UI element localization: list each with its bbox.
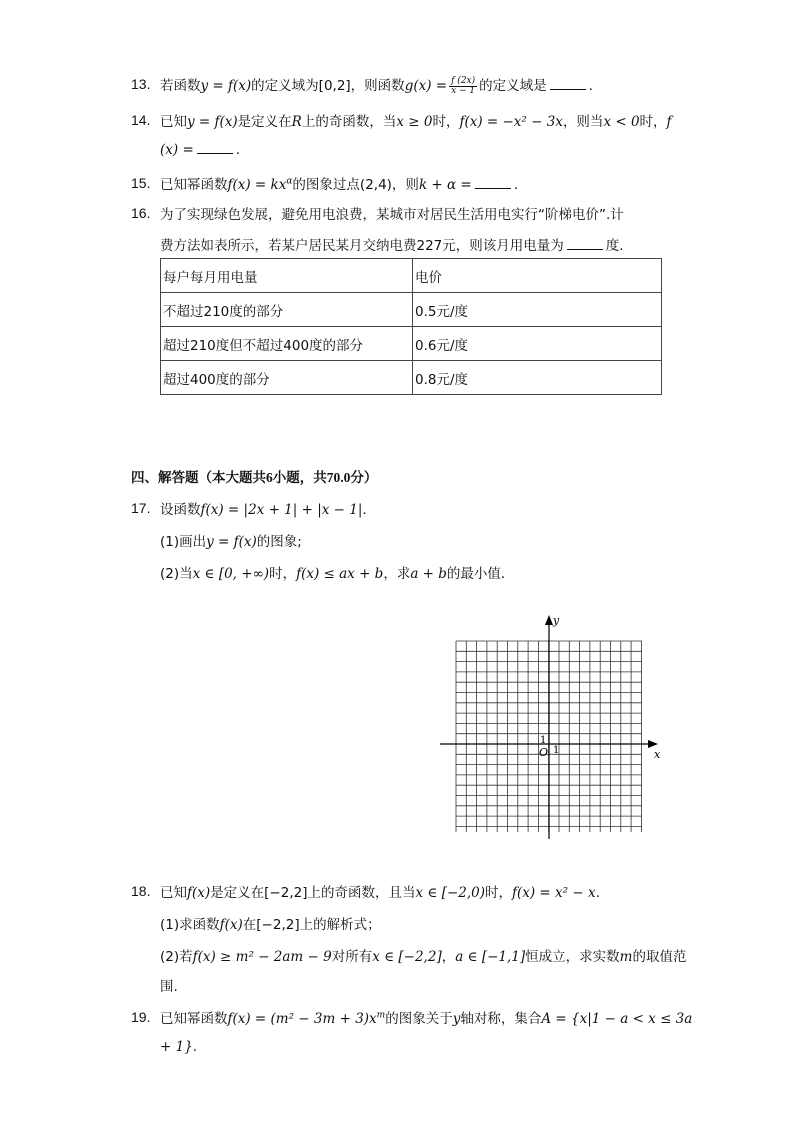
question-number: 15. <box>131 175 151 191</box>
table-cell: 0.5元/度 <box>413 293 662 327</box>
question-text: 为了实现绿色发展，避免用电浪费，某城市对居民生活用电实行“阶梯电价”.计 <box>160 207 624 223</box>
answer-blank <box>550 77 586 90</box>
price-table <box>160 258 662 395</box>
y-axis-arrow <box>545 615 553 625</box>
fraction: $\frac{f (2x)}{x - 1}$ <box>451 75 476 96</box>
table-header: 电价 <box>413 259 662 293</box>
question-text: 已知y = f(x)是定义在R上的奇函数，当x ≥ 0时，f(x) = −x² − 3x，则当x < 0时，f <box>160 114 672 130</box>
question-text: 设函数f(x) = |2x + 1| + |x − 1|. <box>160 502 367 518</box>
sub-question-2: (2)若f(x) ≥ m² − 2am − 9对所有x ∈ [−2,2]，a ∈ [−1,1]恒成立，求实数m的取值范 <box>160 949 687 965</box>
table-cell: 不超过210度的部分 <box>161 293 413 327</box>
y-axis-label: y <box>553 614 560 627</box>
table-row <box>161 361 662 395</box>
answer-blank <box>567 237 603 250</box>
question-number: 14. <box>131 112 151 128</box>
sub-question-1: (1)画出y = f(x)的图象; <box>160 534 302 550</box>
table-cell: 0.6元/度 <box>413 327 662 361</box>
question-number: 17. <box>131 500 151 516</box>
section-heading: 四、解答题（本大题共6小题，共70.0分） <box>131 470 378 486</box>
table-cell: 超过400度的部分 <box>161 361 413 395</box>
x-axis-arrow <box>648 740 658 748</box>
sub-question-2: (2)当x ∈ [0, +∞)时，f(x) ≤ ax + b，求a + b的最小值． <box>160 566 515 582</box>
table-row <box>161 293 662 327</box>
answer-blank <box>197 141 233 154</box>
question-text: 已知幂函数$f(x) = (m^2 - 3m + 3)x^m$的图象关于y轴对称，集合A = {x|1 − a < x ≤ 3a <box>160 1010 693 1027</box>
y-tick-label: 1 <box>540 735 547 746</box>
sub-question-1: (1)求函数f(x)在[−2,2]上的解析式； <box>160 917 381 933</box>
question-number: 16. <box>131 205 151 221</box>
question-text-continued: + 1}. <box>160 1039 198 1055</box>
question-number: 18. <box>131 883 151 899</box>
question-number: 13. <box>131 76 151 92</box>
question-text: 已知幂函数$f(x) = kx^\alpha$的图象过点(2,4)，则k + α = . <box>160 176 519 193</box>
question-text-continued: (x) = . <box>160 142 241 158</box>
question-text: 若函数y = f(x)的定义域为[0,2]，则函数g(x) = $\frac{f (2x)}{x - 1}$ 的定义域是 . <box>160 75 593 96</box>
answer-blank <box>475 176 511 189</box>
x-tick-label: 1 <box>553 745 560 756</box>
table-cell: 超过210度但不超过400度的部分 <box>161 327 413 361</box>
question-text: 已知f(x)是定义在[−2,2]上的奇函数，且当x ∈ [−2,0)时，f(x) = x² − x. <box>160 885 600 901</box>
question-number: 19. <box>131 1009 151 1025</box>
x-axis-label: x <box>654 748 661 761</box>
question-text-continued: 费方法如表所示，若某户居民某月交纳电费227元，则该月用电量为 度. <box>160 238 624 254</box>
table-row <box>161 327 662 361</box>
table-header-row <box>161 259 662 293</box>
origin-label: O <box>539 746 549 759</box>
coordinate-grid <box>440 613 662 839</box>
table-header: 每户每月用电量 <box>161 259 413 293</box>
table-cell: 0.8元/度 <box>413 361 662 395</box>
sub-question-2-continued: 围. <box>160 979 178 995</box>
